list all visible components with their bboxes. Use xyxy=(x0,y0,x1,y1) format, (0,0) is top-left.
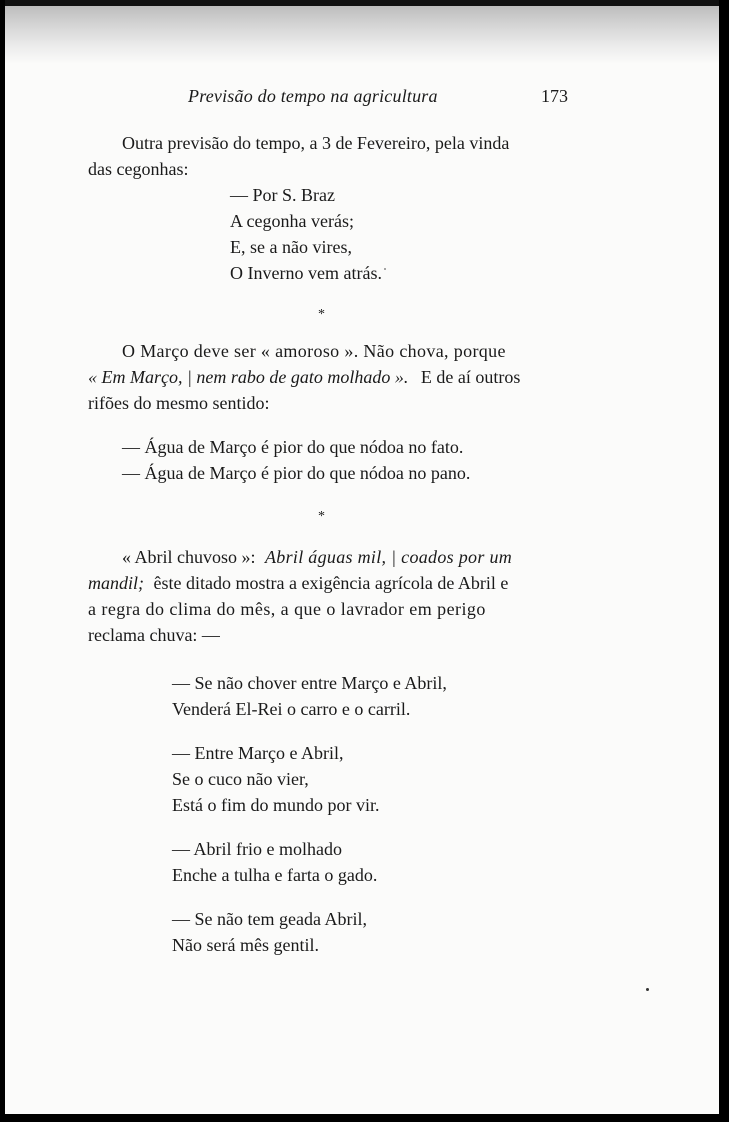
verse-line: — Abril frio e molhado xyxy=(172,839,342,859)
verse-line: A cegonha verás; xyxy=(230,211,354,231)
paragraph-line: O Março deve ser « amoroso ». Não chova, porque xyxy=(122,341,506,361)
running-title: Previsão do tempo na agricultura xyxy=(188,86,438,106)
paragraph-line: rifões do mesmo sentido: xyxy=(88,393,270,413)
verse-line: Não será mês gentil. xyxy=(172,935,319,955)
page-number: 173 xyxy=(541,86,568,106)
verse-line: — Se não tem geada Abril, xyxy=(172,909,367,929)
scan-border-bottom xyxy=(0,1114,729,1122)
verse-line: E, se a não vires, xyxy=(230,237,352,257)
paragraph-fragment: êste ditado mostra a exigência agrícola de Abril e xyxy=(153,573,509,593)
verse-line: O Inverno vem atrás. xyxy=(230,263,382,283)
verse-line: Venderá El-Rei o carro e o carril. xyxy=(172,699,411,719)
quoted-saying: Abril águas mil, | coados por um xyxy=(265,547,513,567)
quoted-saying: mandil; xyxy=(88,573,144,593)
verse-line: — Entre Março e Abril, xyxy=(172,743,344,763)
verse-line: Se o cuco não vier, xyxy=(172,769,309,789)
scan-border-left xyxy=(0,0,5,1122)
section-separator: * xyxy=(318,307,325,322)
verse-line: Enche a tulha e farta o gado. xyxy=(172,865,378,885)
intro-line-2: das cegonhas: xyxy=(88,159,189,179)
scan-border-right xyxy=(719,0,729,1122)
page-header xyxy=(188,86,568,112)
scan-speck xyxy=(646,988,649,991)
scan-border-top xyxy=(0,0,729,6)
paragraph-fragment: E de aí outros xyxy=(420,367,521,387)
verse-line: Está o fim do mundo por vir. xyxy=(172,795,380,815)
paragraph-line: a regra do clima do mês, a que o lavrador em perigo xyxy=(88,599,486,619)
scan-speck xyxy=(384,268,386,270)
quoted-saying: « Em Março, | nem rabo de gato molhado ». xyxy=(88,367,409,387)
section-separator: * xyxy=(318,509,325,524)
paragraph-line xyxy=(88,364,520,390)
paragraph-fragment: « Abril chuvoso »: xyxy=(122,547,256,567)
paragraph-line xyxy=(122,544,512,570)
verse-line: — Se não chover entre Março e Abril, xyxy=(172,673,447,693)
scan-shadow xyxy=(5,6,719,64)
paragraph-line: reclama chuva: — xyxy=(88,625,220,645)
paragraph-line xyxy=(88,570,508,596)
saying-line: — Água de Março é pior do que nódoa no pano. xyxy=(122,463,471,483)
verse-line: — Por S. Braz xyxy=(230,185,335,205)
intro-line-1: Outra previsão do tempo, a 3 de Fevereiro, pela vinda xyxy=(122,133,510,153)
saying-line: — Água de Março é pior do que nódoa no fato. xyxy=(122,437,464,457)
